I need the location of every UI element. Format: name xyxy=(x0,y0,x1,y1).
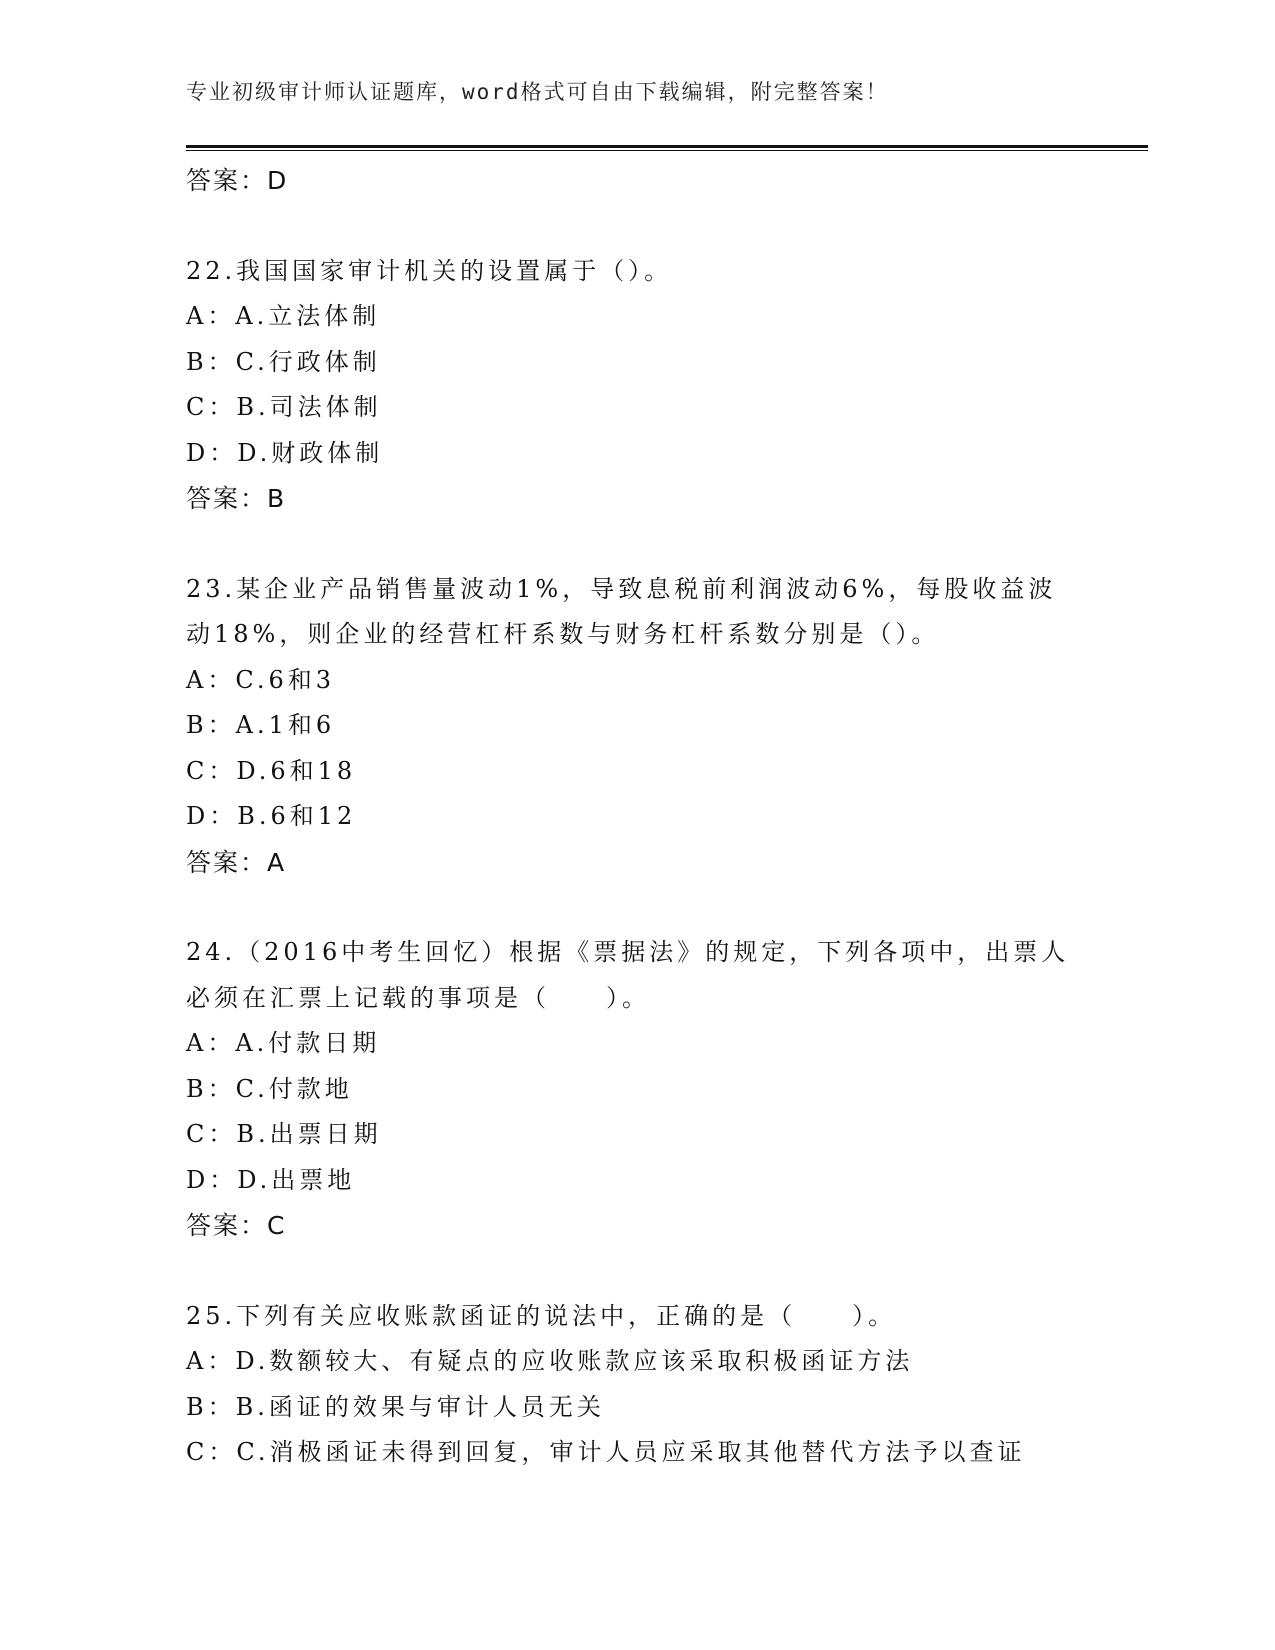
question-25 xyxy=(186,1294,1148,1476)
question-stem: 25.下列有关应收账款函证的说法中，正确的是（ ）。 xyxy=(186,1301,897,1330)
option-d: D：B.6和12 xyxy=(186,802,357,830)
question-stem: 22.我国国家审计机关的设置属于（）。 xyxy=(186,256,673,285)
question-content xyxy=(186,158,1148,1476)
spacer xyxy=(186,1249,1148,1294)
option-a: A：A.立法体制 xyxy=(186,302,381,330)
option-c: C：B.司法体制 xyxy=(186,393,382,421)
question-stem: 24.（2016中考生回忆）根据《票据法》的规定，下列各项中，出票人 xyxy=(186,938,1070,966)
spacer xyxy=(186,204,1148,249)
question-answer: 答案：A xyxy=(186,847,287,877)
previous-answer: 答案：D xyxy=(186,166,289,195)
question-22 xyxy=(186,249,1148,522)
option-c: C：D.6和18 xyxy=(186,756,357,785)
option-d: D：D.出票地 xyxy=(186,1165,356,1194)
option-b: B：A.1和6 xyxy=(186,711,336,739)
header-divider-thin xyxy=(186,150,1148,151)
spacer xyxy=(186,885,1148,930)
question-24 xyxy=(186,930,1148,1249)
question-stem-continued: 动18%，则企业的经营杠杆系数与财务杠杆系数分别是（）。 xyxy=(186,620,940,648)
question-stem: 23.某企业产品销售量波动1%，导致息税前利润波动6%，每股收益波 xyxy=(186,574,1057,603)
option-b: B：C.行政体制 xyxy=(186,347,381,376)
page-header: 专业初级审计师认证题库，word格式可自由下载编辑，附完整答案！ xyxy=(186,80,889,104)
option-c: C：B.出票日期 xyxy=(186,1120,382,1148)
option-b: B：B.函证的效果与审计人员无关 xyxy=(186,1392,605,1421)
option-b: B：C.付款地 xyxy=(186,1074,353,1103)
option-a: A：A.付款日期 xyxy=(186,1029,381,1057)
header-divider-thick xyxy=(186,145,1148,148)
spacer xyxy=(186,522,1148,567)
option-c: C：C.消极函证未得到回复，审计人员应采取其他替代方法予以查证 xyxy=(186,1438,1026,1466)
option-a: A：D.数额较大、有疑点的应收账款应该采取积极函证方法 xyxy=(186,1347,914,1375)
question-answer: 答案：C xyxy=(186,1211,287,1240)
question-23 xyxy=(186,567,1148,886)
option-a: A：C.6和3 xyxy=(186,665,336,694)
option-d: D：D.财政体制 xyxy=(186,438,384,467)
question-answer: 答案：B xyxy=(186,484,287,513)
question-stem-continued: 必须在汇票上记载的事项是（ ）。 xyxy=(186,983,650,1012)
